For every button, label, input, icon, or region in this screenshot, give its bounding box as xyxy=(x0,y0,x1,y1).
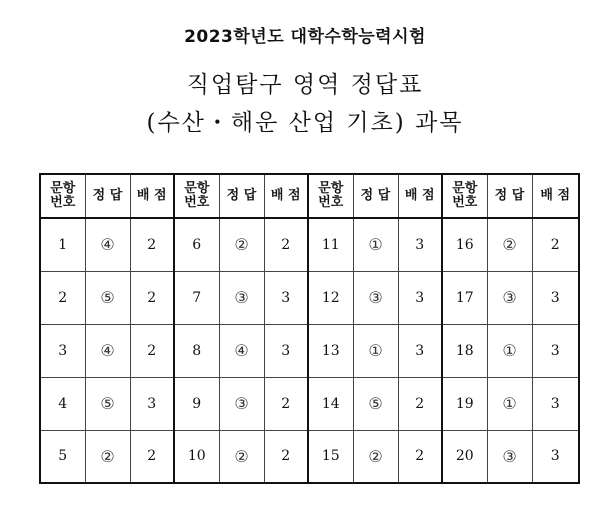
points-cell: 3 xyxy=(532,324,579,377)
answer-cell: ① xyxy=(487,377,532,430)
points-cell: 3 xyxy=(532,430,579,483)
header-row xyxy=(40,174,579,218)
col-header-question-line2: 번호 xyxy=(452,195,478,210)
points-cell: 2 xyxy=(264,430,308,483)
page-subtitle: (수산・해운 산업 기초) 과목 xyxy=(146,110,464,136)
question-number-cell: 12 xyxy=(308,271,353,324)
table-row xyxy=(40,377,579,430)
points-cell: 3 xyxy=(398,271,442,324)
answer-cell: ② xyxy=(85,430,130,483)
question-number-cell: 17 xyxy=(442,271,487,324)
points-cell: 3 xyxy=(532,377,579,430)
col-header-question-line2: 번호 xyxy=(184,195,210,210)
question-number-cell: 3 xyxy=(40,324,85,377)
points-cell: 2 xyxy=(532,218,579,271)
answer-cell: ③ xyxy=(487,271,532,324)
question-number-cell: 20 xyxy=(442,430,487,483)
points-cell: 2 xyxy=(130,324,174,377)
col-header-points: 배 점 xyxy=(130,174,174,218)
col-header-question-line1: 문항 xyxy=(452,181,478,196)
answer-cell: ① xyxy=(353,218,398,271)
points-cell: 2 xyxy=(398,430,442,483)
table-row xyxy=(40,271,579,324)
answer-cell: ② xyxy=(219,430,264,483)
answer-cell: ④ xyxy=(85,218,130,271)
points-cell: 2 xyxy=(264,377,308,430)
col-header-answer: 정 답 xyxy=(219,174,264,218)
question-number-cell: 2 xyxy=(40,271,85,324)
col-header-question-number xyxy=(40,174,85,218)
question-number-cell: 9 xyxy=(174,377,219,430)
points-cell: 2 xyxy=(130,271,174,324)
answer-cell: ③ xyxy=(487,430,532,483)
col-header-answer: 정 답 xyxy=(85,174,130,218)
table-row xyxy=(40,218,579,271)
question-number-cell: 14 xyxy=(308,377,353,430)
answer-cell: ⑤ xyxy=(353,377,398,430)
col-header-question-line2: 번호 xyxy=(50,195,76,210)
points-cell: 3 xyxy=(398,324,442,377)
answer-cell: ④ xyxy=(85,324,130,377)
points-cell: 3 xyxy=(398,218,442,271)
question-number-cell: 13 xyxy=(308,324,353,377)
question-number-cell: 19 xyxy=(442,377,487,430)
answer-cell: ① xyxy=(487,324,532,377)
question-number-cell: 7 xyxy=(174,271,219,324)
table-row xyxy=(40,430,579,483)
table-row xyxy=(40,324,579,377)
points-cell: 2 xyxy=(130,218,174,271)
question-number-cell: 16 xyxy=(442,218,487,271)
points-cell: 3 xyxy=(264,271,308,324)
question-number-cell: 8 xyxy=(174,324,219,377)
answer-cell: ② xyxy=(353,430,398,483)
points-cell: 3 xyxy=(130,377,174,430)
question-number-cell: 5 xyxy=(40,430,85,483)
page-title: 직업탐구 영역 정답표 xyxy=(186,72,424,98)
answer-cell: ⑤ xyxy=(85,271,130,324)
points-cell: 3 xyxy=(264,324,308,377)
answer-table xyxy=(39,173,580,484)
col-header-points: 배 점 xyxy=(398,174,442,218)
question-number-cell: 11 xyxy=(308,218,353,271)
col-header-question-number xyxy=(308,174,353,218)
question-number-cell: 15 xyxy=(308,430,353,483)
answer-cell: ③ xyxy=(219,271,264,324)
points-cell: 2 xyxy=(130,430,174,483)
exam-year-title: 2023학년도 대학수학능력시험 xyxy=(184,27,426,47)
col-header-points: 배 점 xyxy=(532,174,579,218)
answer-cell: ② xyxy=(219,218,264,271)
question-number-cell: 6 xyxy=(174,218,219,271)
answer-cell: ⑤ xyxy=(85,377,130,430)
points-cell: 2 xyxy=(264,218,308,271)
answer-cell: ③ xyxy=(353,271,398,324)
question-number-cell: 1 xyxy=(40,218,85,271)
answer-cell: ① xyxy=(353,324,398,377)
answer-table-body xyxy=(40,218,579,483)
col-header-question-line2: 번호 xyxy=(318,195,344,210)
answer-cell: ② xyxy=(487,218,532,271)
col-header-question-line1: 문항 xyxy=(184,181,210,196)
question-number-cell: 10 xyxy=(174,430,219,483)
question-number-cell: 18 xyxy=(442,324,487,377)
col-header-answer: 정 답 xyxy=(353,174,398,218)
answer-cell: ③ xyxy=(219,377,264,430)
answer-cell: ④ xyxy=(219,324,264,377)
col-header-points: 배 점 xyxy=(264,174,308,218)
points-cell: 2 xyxy=(398,377,442,430)
col-header-question-line1: 문항 xyxy=(318,181,344,196)
col-header-answer: 정 답 xyxy=(487,174,532,218)
points-cell: 3 xyxy=(532,271,579,324)
col-header-question-number xyxy=(442,174,487,218)
col-header-question-line1: 문항 xyxy=(50,181,76,196)
col-header-question-number xyxy=(174,174,219,218)
question-number-cell: 4 xyxy=(40,377,85,430)
